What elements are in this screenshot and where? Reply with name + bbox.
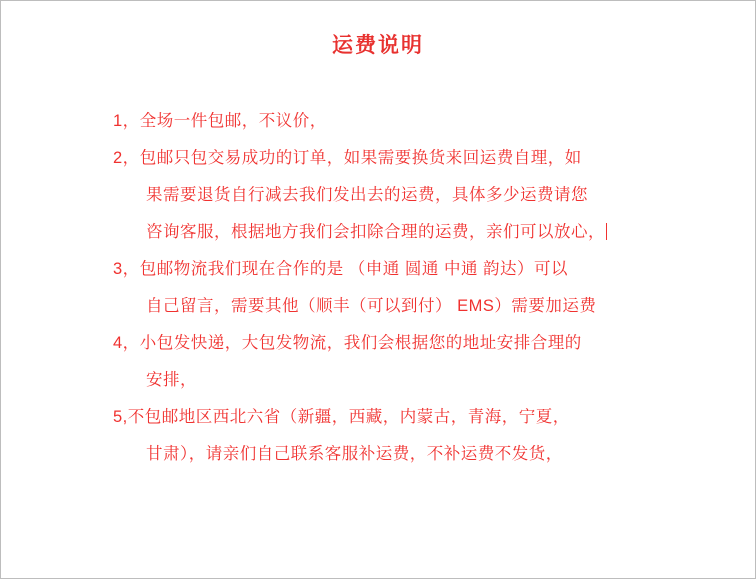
list-item-text: 安排， bbox=[146, 371, 197, 389]
list-item-text: 全场一件包邮，不议价， bbox=[139, 112, 327, 130]
list-item bbox=[113, 251, 705, 325]
list-item-text: 自己留言，需要其他（顺丰（可以到付） EMS）需要加运费 bbox=[146, 297, 597, 315]
list-item-text: 不包邮地区西北六省（新疆，西藏，内蒙古，青海，宁夏， bbox=[127, 408, 570, 426]
list-item-text-with-caret bbox=[113, 214, 705, 251]
list-item-text: 包邮只包交易成功的订单，如果需要换货来回运费自理，如 bbox=[139, 149, 582, 167]
list-item bbox=[113, 140, 705, 251]
list-item-number: 3， bbox=[113, 260, 140, 278]
page-title: 运费说明 bbox=[332, 34, 424, 57]
list-item bbox=[113, 399, 705, 473]
list-item-text: 果需要退货自行减去我们发出去的运费，具体多少运费请您 bbox=[146, 186, 588, 204]
list-item-number: 4， bbox=[113, 334, 140, 352]
list-item-text: 包邮物流我们现在合作的是 （申通 圆通 中通 韵达）可以 bbox=[139, 260, 569, 278]
list-item bbox=[113, 325, 705, 399]
list-item-number: 1， bbox=[113, 112, 140, 130]
text-caret bbox=[606, 223, 607, 240]
list-item-text: 咨询客服，根据地方我们会扣除合理的运费，亲们可以放心， bbox=[146, 223, 605, 241]
list-item-number: 2， bbox=[113, 149, 140, 167]
list-item bbox=[113, 103, 705, 140]
list-item-text: 甘肃），请亲们自己联系客服补运费，不补运费不发货， bbox=[146, 445, 563, 463]
shipping-policy-list bbox=[1, 103, 755, 473]
list-item-text: 小包发快递，大包发物流，我们会根据您的地址安排合理的 bbox=[139, 334, 582, 352]
list-item-number: 5, bbox=[113, 408, 128, 426]
